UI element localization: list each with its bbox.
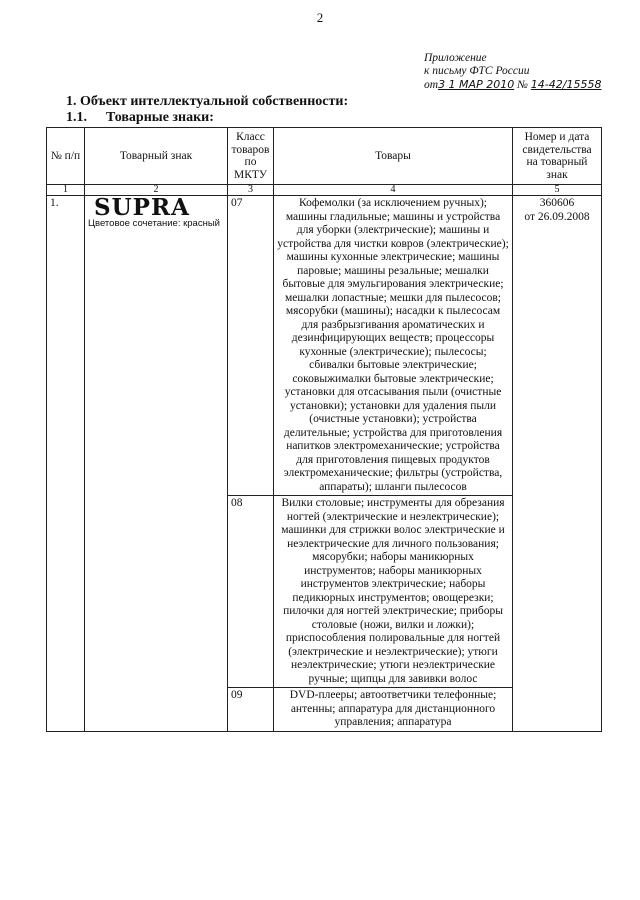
header-goods: Товары [274, 128, 513, 185]
appendix-date: 3 1 МАР 2010 [438, 78, 515, 91]
class-code: 09 [228, 688, 274, 732]
table-row [47, 196, 602, 496]
table-header-row [47, 128, 602, 185]
certificate-date: от 26.09.2008 [524, 210, 590, 223]
goods-description: Вилки столовые; инструменты для обрезания ногтей (электрические и неэлектрические); машинки для стрижки волос электрические и неэлектрические для личного пользования; мясорубки; наборы маникюрных инструментов; наборы маникюрных инструментов электрические; наборы педикюрных инструментов; овощерезки; пилочки для ногтей электрические; приборы столовые (ножи, вилки и ложки); приспособления полировальные для ногтей (электрические и неэлектрические); утюги неэлектрические; утюги неэлектрические ручные; щипцы для завивки волос [274, 496, 513, 688]
certificate-cell [513, 196, 602, 732]
appendix-ref-line [424, 78, 601, 92]
column-index: 5 [513, 185, 602, 196]
subsection-number: 1.1. [66, 110, 87, 125]
color-combination: Цветовое сочетание: красный [88, 217, 220, 229]
column-index: 4 [274, 185, 513, 196]
appendix-letter: к письму ФТС России [424, 65, 530, 77]
appendix-note [424, 52, 601, 92]
column-index: 3 [228, 185, 274, 196]
header-mark: Товарный знак [85, 128, 228, 185]
class-code: 07 [228, 196, 274, 496]
subsection-title: Товарные знаки: [106, 110, 214, 125]
page-number: 2 [316, 10, 324, 25]
appendix-ref-number: 14-42/15558 [530, 78, 602, 91]
header-class: Класс товаров по МКТУ [228, 128, 274, 185]
supra-logo: SUPRA [94, 194, 190, 221]
appendix-no-label: № [517, 79, 528, 91]
header-no: № п/п [47, 128, 85, 185]
subsection-heading [66, 110, 214, 126]
certificate-number: 360606 [539, 197, 575, 209]
goods-description: Кофемолки (за исключением ручных); машины гладильные; машины и устройства для уборки (электрические); машины и устройства для чистки ковров (электрические); машины кухонные электрические; машины паровые; машины резальные; мешалки бытовые для эмульгирования электрические; мешалки лопастные; мешки для пылесосов; мясорубки (машины); насадки к пылесосам для разбрызгивания ароматических и дезинфицирующих веществ; процессоры кухонные (электрические); пылесосы; сбивалки бытовые электрические; соковыжималки бытовые электрические; установки для отсасывания пыли (очистные установки); установки для удаления пыли (очистные установки); устройства делительные; устройства для приготовления напитков электромеханические; устройства для приготовления пищевых продуктов электромеханические; фильтры (устройства, аппараты); шланги пылесосов [274, 196, 513, 496]
appendix-from-label: от [424, 79, 439, 91]
goods-description: DVD-плееры; автоответчики телефонные; антенны; аппаратура для дистанционного управления; аппаратура [274, 688, 513, 732]
trademark-cell [85, 196, 228, 732]
class-code: 08 [228, 496, 274, 688]
column-index: 2 [85, 185, 228, 196]
header-cert: Номер и дата свидетельства на товарный знак [513, 128, 602, 185]
trademark-table [46, 127, 602, 732]
entry-number: 1. [47, 196, 85, 732]
column-index: 1 [47, 185, 85, 196]
section-heading: 1. Объект интеллектуальной собственности: [66, 94, 349, 109]
appendix-title: Приложение [424, 52, 487, 64]
